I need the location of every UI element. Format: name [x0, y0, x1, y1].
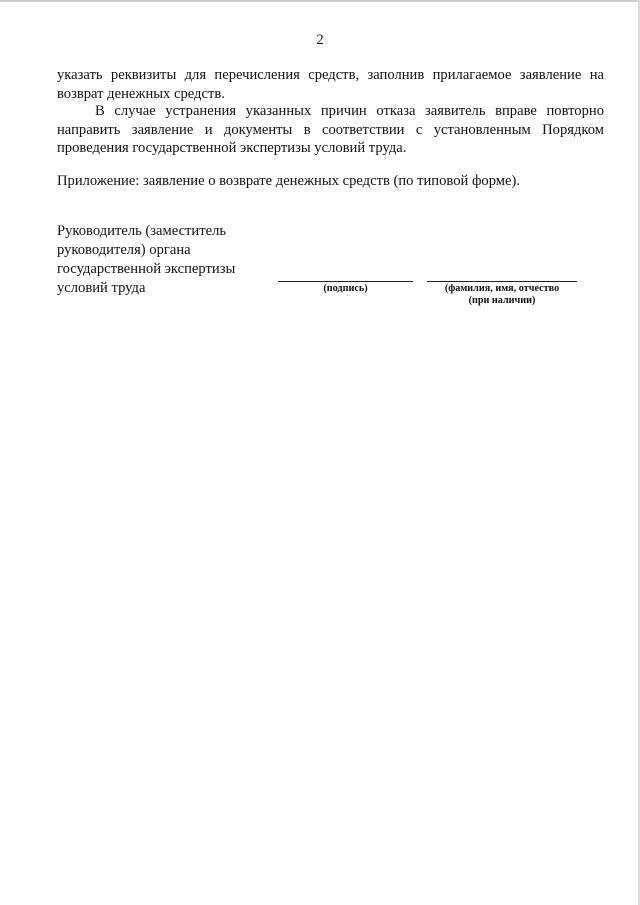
signer-title-line: руководителя) органа: [57, 242, 191, 258]
full-name-caption-line: (при наличии): [468, 295, 536, 306]
full-name-line: [427, 281, 577, 282]
signer-title: [57, 222, 267, 298]
paragraph-reapply: [57, 102, 604, 158]
signer-title-line: государственной экспертизы: [57, 261, 236, 277]
page-number: 2: [316, 32, 324, 48]
signer-title-line: условий труда: [57, 280, 146, 296]
signature-line: [278, 281, 413, 282]
full-name-caption: [427, 283, 577, 307]
full-name-caption-line: (фамилия, имя, отчество: [444, 283, 560, 294]
attachment-text: Приложение: заявление о возврате денежных средств (по типовой форме).: [57, 173, 520, 189]
attachment-note: [57, 172, 604, 191]
paragraph-text: указать реквизиты для перечисления средств, заполнив прилагаемое заявление на возврат денежных средств.: [57, 67, 604, 102]
signer-title-line: Руководитель (заместитель: [57, 223, 227, 239]
paragraph-continuation: [57, 66, 604, 103]
signature-caption: (подпись): [323, 283, 368, 294]
page-edge-top: [0, 0, 640, 2]
paragraph-text: В случае устранения указанных причин отказа заявитель вправе повторно направить заявление и документы в соответствии с установленным Порядком проведения государственной экспертизы условий труда.: [57, 103, 604, 156]
